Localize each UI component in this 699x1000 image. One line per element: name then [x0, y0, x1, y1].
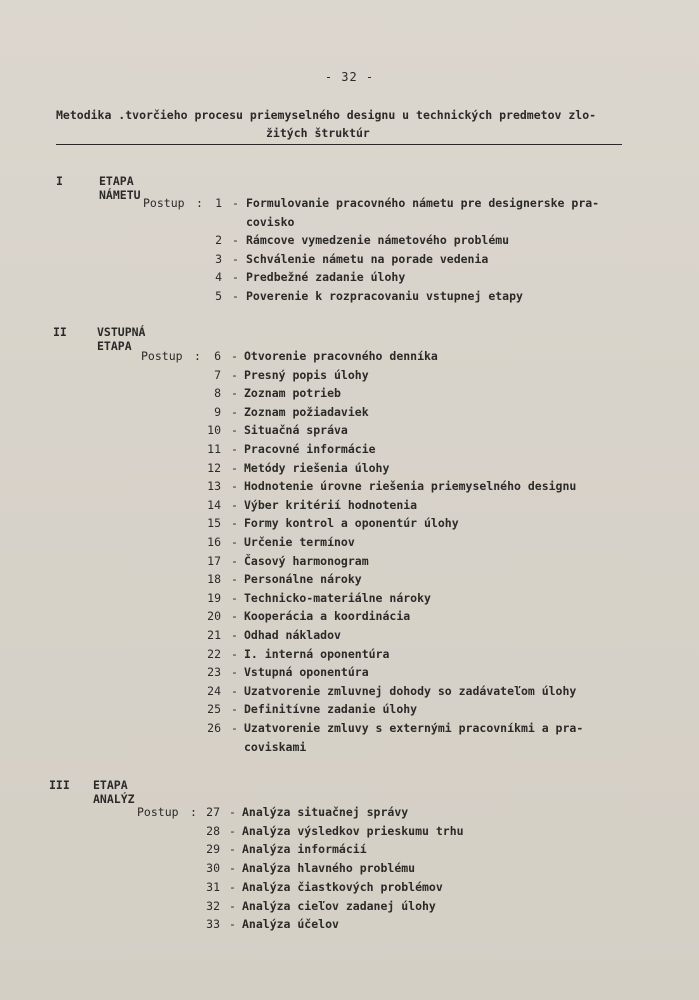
- step-number: 16: [207, 535, 221, 549]
- step-number: 7: [214, 367, 221, 382]
- step-dash: -: [231, 349, 238, 363]
- step-number: 19: [207, 590, 221, 605]
- step-number: 21: [207, 628, 221, 642]
- step-text: Hodnotenie úrovne riešenia priemyselného designu: [244, 479, 577, 494]
- title-divider: [56, 144, 622, 145]
- section-numeral: III: [49, 778, 70, 792]
- step-number: 30: [206, 861, 220, 876]
- step-dash: -: [231, 442, 238, 456]
- step-dash: -: [231, 516, 238, 531]
- step-text: Definitívne zadanie úlohy: [244, 702, 418, 717]
- step-dash: -: [232, 289, 239, 303]
- section-numeral: II: [53, 325, 67, 339]
- step-dash: -: [231, 702, 238, 717]
- step-number: 26: [207, 721, 221, 735]
- step-dash: -: [231, 646, 238, 661]
- step-number: 20: [207, 609, 221, 624]
- step-dash: -: [231, 683, 238, 698]
- step-number: 25: [207, 702, 221, 717]
- step-text: Uzatvorenie zmluvy s externými pracovníkmi a pra-: [244, 721, 584, 735]
- step-text: Analýza čiastkových problémov: [242, 879, 443, 894]
- step-dash: -: [232, 251, 239, 266]
- step-number: 23: [207, 665, 221, 680]
- step-number: 8: [214, 386, 221, 401]
- step-number: 31: [206, 879, 220, 894]
- postup-label: Postup: [137, 805, 179, 819]
- step-dash: -: [231, 460, 238, 475]
- step-text-continuation: covisko: [246, 214, 295, 229]
- step-number: 27: [206, 805, 220, 819]
- step-dash: -: [231, 553, 238, 568]
- step-dash: -: [229, 898, 236, 913]
- step-text: Analýza situačnej správy: [242, 805, 409, 819]
- section-title: ETAPA NÁMETU: [99, 174, 141, 202]
- postup-colon: :: [196, 196, 203, 210]
- step-text: Časový harmonogram: [244, 553, 369, 568]
- step-dash: -: [231, 590, 238, 605]
- step-text: Personálne nároky: [244, 572, 362, 587]
- step-text: Otvorenie pracovného denníka: [244, 349, 438, 363]
- step-dash: -: [231, 572, 238, 587]
- step-dash: -: [231, 628, 238, 642]
- step-dash: -: [231, 423, 238, 438]
- document-title: [56, 106, 622, 142]
- step-number: 13: [207, 479, 221, 494]
- section-title: VSTUPNÁ ETAPA: [97, 325, 146, 353]
- step-dash: -: [231, 665, 238, 680]
- step-dash: -: [232, 233, 239, 248]
- step-text: Schválenie námetu na porade vedenia: [246, 251, 489, 266]
- step-dash: -: [229, 823, 236, 838]
- step-dash: -: [229, 805, 236, 819]
- step-number: 28: [206, 823, 220, 838]
- step-dash: -: [231, 609, 238, 624]
- step-number: 33: [206, 917, 220, 932]
- step-dash: -: [231, 386, 238, 401]
- postup-colon: :: [194, 349, 201, 363]
- postup-label: Postup: [143, 196, 185, 210]
- step-number: 32: [206, 898, 220, 913]
- step-dash: -: [232, 270, 239, 285]
- page-number: - 32 -: [324, 70, 375, 84]
- section-numeral: I: [56, 174, 63, 188]
- step-text: Technicko-materiálne nároky: [244, 590, 431, 605]
- step-text: Formy kontrol a oponentúr úlohy: [244, 516, 459, 531]
- step-text: Zoznam požiadaviek: [244, 404, 369, 419]
- step-number: 12: [207, 460, 221, 475]
- step-text: Odhad nákladov: [244, 628, 341, 642]
- step-number: 15: [207, 516, 221, 531]
- step-text: Formulovanie pracovného námetu pre designerske pra-: [246, 196, 600, 210]
- step-text: Analýza účelov: [242, 917, 339, 932]
- step-text: I. interná oponentúra: [244, 646, 390, 661]
- step-text: Určenie termínov: [244, 535, 355, 549]
- step-number: 29: [206, 842, 220, 857]
- step-dash: -: [229, 879, 236, 894]
- step-text: Predbežné zadanie úlohy: [246, 270, 406, 285]
- step-text: Analýza výsledkov prieskumu trhu: [242, 823, 464, 838]
- step-dash: -: [231, 497, 238, 512]
- step-text: Poverenie k rozpracovaniu vstupnej etapy: [246, 289, 523, 303]
- postup-colon: :: [190, 805, 197, 819]
- step-number: 11: [207, 442, 221, 456]
- step-text: Zoznam potrieb: [244, 386, 341, 401]
- step-dash: -: [229, 842, 236, 857]
- step-dash: -: [231, 535, 238, 549]
- step-text: Kooperácia a koordinácia: [244, 609, 411, 624]
- step-text: Pracovné informácie: [244, 442, 376, 456]
- step-dash: -: [231, 479, 238, 494]
- step-number: 14: [207, 497, 221, 512]
- step-dash: -: [232, 196, 239, 210]
- postup-label: Postup: [141, 349, 183, 363]
- step-text: Presný popis úlohy: [244, 367, 369, 382]
- step-number: 6: [214, 349, 221, 363]
- step-text-continuation: coviskami: [244, 739, 307, 754]
- step-number: 4: [215, 270, 222, 285]
- step-text: Vstupná oponentúra: [244, 665, 369, 680]
- step-dash: -: [231, 404, 238, 419]
- title-line-2: žitých štruktúr: [266, 126, 370, 140]
- step-number: 17: [207, 553, 221, 568]
- step-number: 1: [215, 196, 222, 210]
- step-dash: -: [231, 721, 238, 735]
- step-text: Metódy riešenia úlohy: [244, 460, 390, 475]
- step-number: 3: [215, 251, 222, 266]
- title-line-1: Metodika .tvorčieho procesu priemyselného designu u technických predmetov zlo-: [56, 108, 597, 122]
- step-text: Analýza hlavného problému: [242, 861, 416, 876]
- step-text: Analýza cieľov zadanej úlohy: [242, 898, 436, 913]
- step-number: 22: [207, 646, 221, 661]
- step-text: Analýza informácií: [242, 842, 367, 857]
- step-text: Rámcove vymedzenie námetového problému: [246, 233, 510, 248]
- step-number: 18: [207, 572, 221, 587]
- step-dash: -: [231, 367, 238, 382]
- step-text: Výber kritérií hodnotenia: [244, 497, 418, 512]
- step-text: Situačná správa: [244, 423, 348, 438]
- step-number: 5: [215, 289, 222, 303]
- step-number: 9: [214, 404, 221, 419]
- step-text: Uzatvorenie zmluvnej dohody so zadávateľom úlohy: [244, 683, 577, 698]
- section-title: ETAPA ANALÝZ: [93, 778, 135, 806]
- step-number: 10: [207, 423, 221, 438]
- step-number: 2: [215, 233, 222, 248]
- step-number: 24: [207, 683, 221, 698]
- step-dash: -: [229, 917, 236, 932]
- step-dash: -: [229, 861, 236, 876]
